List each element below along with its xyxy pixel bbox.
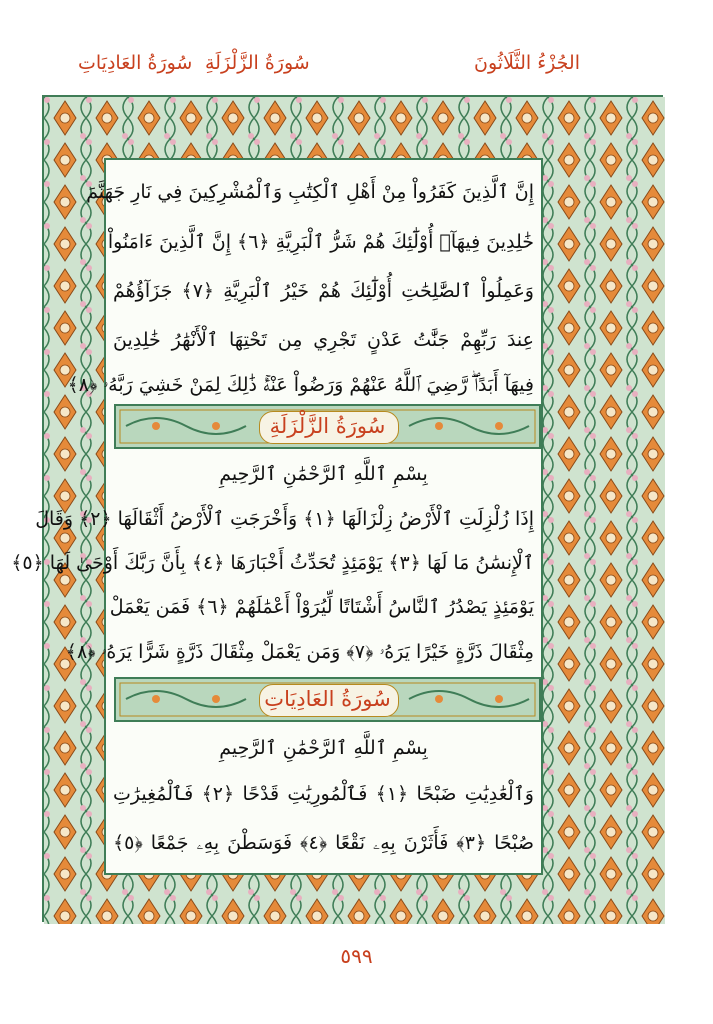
verse-line: إِنَّ ٱلَّذِينَ كَفَرُواْ مِنْ أَهْلِ ٱلْكِتَٰبِ وَٱلْمُشْرِكِينَ فِي نَارِ جَهَنَّمَ — [86, 181, 534, 203]
verse-line: يَوْمَئِذٍ يَصْدُرُ ٱلنَّاسُ أَشْتَاتًا لِّيُرَوْاْ أَعْمَٰلَهُمْ ﴿٦﴾ فَمَن يَعْمَلْ — [109, 596, 534, 618]
verse-line: فِيهَآ أَبَدًاۖ رَّضِيَ ٱللَّهُ عَنْهُمْ وَرَضُواْ عَنْهُۚ ذَٰلِكَ لِمَنْ خَشِيَ رَبَّهُۥ ﴿٨﴾ — [67, 374, 534, 396]
verse-line: صُبْحًا ﴿٣﴾ فَأَثَرْنَ بِهِۦ نَقْعًا ﴿٤﴾ فَوَسَطْنَ بِهِۦ جَمْعًا ﴿٥﴾ — [113, 832, 534, 854]
surah-name-zalzala: سُورَةُ الزَّلْزَلَةِ — [205, 52, 310, 74]
verse-line: وَٱلْعَٰدِيَٰتِ ضَبْحًا ﴿١﴾ فَٱلْمُورِيَٰتِ قَدْحًا ﴿٢﴾ فَٱلْمُغِيرَٰتِ — [113, 783, 534, 805]
page-number: ٥٩٩ — [340, 944, 373, 968]
verse-line: خَٰلِدِينَ فِيهَآۚ أُوْلَٰٓئِكَ هُمْ شَرُّ ٱلْبَرِيَّةِ ﴿٦﴾ إِنَّ ٱلَّذِينَ ءَامَنُواْ — [107, 231, 534, 253]
verse-line: ٱلْإِنسَٰنُ مَا لَهَا ﴿٣﴾ يَوْمَئِذٍ تُحَدِّثُ أَخْبَارَهَا ﴿٤﴾ بِأَنَّ رَبَّكَ أَوْحَىٰ لَهَا ﴿٥﴾ — [11, 552, 534, 574]
verse-line: مِثْقَالَ ذَرَّةٍ خَيْرًا يَرَهُۥ ﴿٧﴾ وَمَن يَعْمَلْ مِثْقَالَ ذَرَّةٍ شَرًّا يَرَهُۥ ﴿٨﴾ — [65, 641, 534, 663]
surah-title-banner — [114, 404, 541, 449]
page-header — [0, 52, 713, 92]
verse-line: وَعَمِلُواْ ٱلصَّٰلِحَٰتِ أُوْلَٰٓئِكَ هُمْ خَيْرُ ٱلْبَرِيَّةِ ﴿٧﴾ جَزَآؤُهُمْ — [113, 280, 534, 302]
surah-title-banner — [114, 677, 541, 722]
basmala: بِسْمِ ٱللَّهِ ٱلرَّحْمَٰنِ ٱلرَّحِيمِ — [219, 737, 428, 759]
surah-title: سُورَةُ الزَّلْزَلَةِ — [269, 414, 386, 438]
verse-line: إِذَا زُلْزِلَتِ ٱلْأَرْضُ زِلْزَالَهَا ﴿١﴾ وَأَخْرَجَتِ ٱلْأَرْضُ أَثْقَالَهَا ﴿٢﴾ وَقَالَ — [35, 508, 534, 530]
surah-name-adiyat: سُورَةُ العَادِيَاتِ — [78, 52, 193, 74]
verse-line: عِندَ رَبِّهِمْ جَنَّٰتُ عَدْنٍ تَجْرِي مِن تَحْتِهَا ٱلْأَنْهَٰرُ خَٰلِدِينَ — [113, 329, 534, 351]
basmala: بِسْمِ ٱللَّهِ ٱلرَّحْمَٰنِ ٱلرَّحِيمِ — [219, 463, 428, 485]
surah-title: سُورَةُ العَادِيَاتِ — [264, 687, 391, 711]
juz-label: الجُزْءُ الثَّلَاثُونَ — [474, 52, 580, 74]
